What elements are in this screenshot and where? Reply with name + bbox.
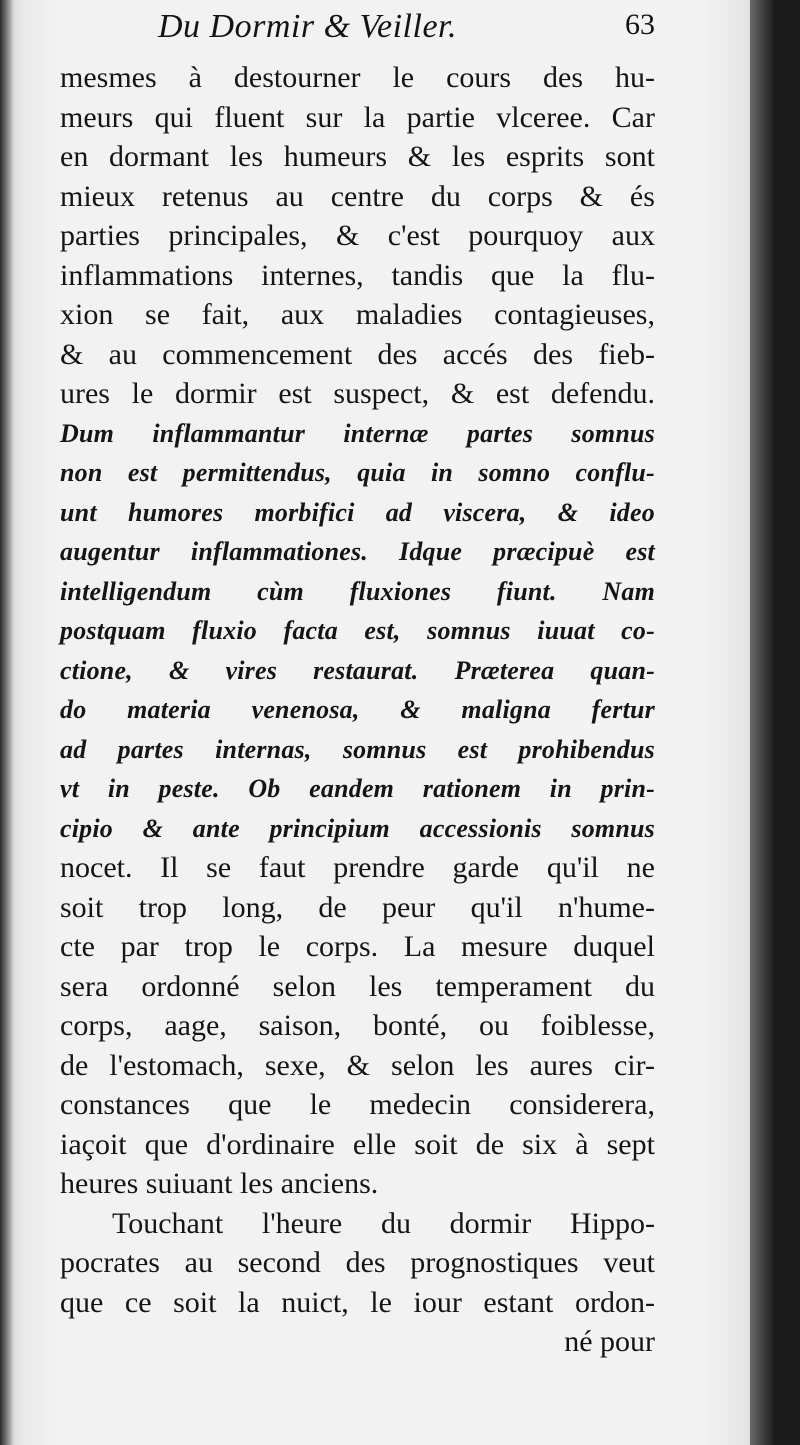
catchword-line: né pour (564, 1325, 655, 1358)
word: saison, (258, 1009, 342, 1042)
latin-quote-line (60, 572, 655, 612)
word: est (127, 458, 158, 487)
word: du (380, 1206, 411, 1240)
word: trop (184, 930, 233, 963)
word: nocet. (60, 851, 133, 884)
word: vt (60, 774, 80, 803)
text-line (60, 888, 655, 928)
word: est (278, 377, 312, 410)
word: parties (60, 219, 140, 252)
word: tandis (391, 258, 464, 292)
word: materia (127, 695, 211, 724)
word: viscera, (443, 497, 527, 527)
word: des (533, 337, 574, 371)
word: foiblesse, (540, 1009, 655, 1042)
word: d'ordinaire (206, 1127, 335, 1161)
word: partes (117, 734, 184, 764)
word: prin- (600, 774, 655, 803)
word: Il (160, 851, 179, 884)
word: somnus (571, 813, 655, 843)
word: internes, (261, 258, 364, 292)
word: internas, (215, 734, 312, 764)
word: est (495, 377, 530, 410)
word: selon (391, 1048, 455, 1082)
word: corps, (60, 1009, 133, 1042)
word: que (228, 1088, 272, 1121)
word: les (229, 140, 264, 173)
latin-quote-line (60, 651, 655, 691)
word: maligna (461, 695, 551, 724)
word: esprits (505, 140, 585, 173)
word: & (579, 179, 604, 213)
word: aures (529, 1048, 593, 1082)
word: iuuat (537, 616, 595, 645)
word: & (407, 140, 432, 173)
latin-quote-line (60, 690, 655, 730)
word: qu'il (470, 890, 523, 924)
word: ordon- (574, 1285, 655, 1319)
word: prohibendus (518, 734, 655, 764)
text-line (60, 58, 655, 98)
word: qui (154, 100, 193, 134)
word: la (562, 258, 584, 292)
word: au (275, 179, 304, 213)
word: unt (60, 497, 97, 527)
text-line (60, 1006, 655, 1046)
word: Car (611, 100, 655, 134)
word: medecin (369, 1088, 472, 1121)
word: fluxiones (349, 576, 452, 606)
word: principium (269, 813, 390, 843)
word: est (625, 537, 655, 566)
word: selon (272, 969, 336, 1003)
latin-quote-line (60, 809, 655, 849)
word: les (475, 1048, 509, 1082)
word: partes (466, 418, 534, 448)
word: peste. (158, 774, 220, 803)
latin-quote-line (60, 611, 655, 651)
word: Idque (399, 537, 463, 566)
latin-quote-line (60, 730, 655, 770)
word: de (60, 1048, 89, 1082)
word: præcipuè (493, 537, 595, 566)
word: mesmes (60, 61, 157, 94)
word: veut (603, 1246, 655, 1279)
word: cte (60, 930, 95, 963)
word: nuict, (281, 1285, 349, 1319)
text-line (60, 927, 655, 967)
paragraph-end-line: heures suiuant les anciens. (60, 1167, 379, 1200)
word: ordonné (141, 969, 240, 1003)
word: en (60, 140, 89, 173)
word: les (368, 969, 403, 1003)
word: considerera, (509, 1088, 655, 1121)
word: & (335, 219, 360, 252)
text-line (60, 1243, 655, 1283)
word: Dum (60, 418, 115, 448)
word: hu- (614, 61, 655, 94)
word: n'hume- (557, 890, 655, 924)
word: ante (192, 813, 240, 843)
word: & (168, 655, 190, 685)
word: second (237, 1246, 321, 1279)
word: six (522, 1127, 558, 1161)
word: sept (606, 1127, 655, 1161)
word: sur (305, 100, 343, 134)
word: bonté, (372, 1009, 448, 1042)
text-line (60, 177, 655, 217)
word: cours (446, 61, 512, 94)
word: & (557, 497, 579, 527)
text-line (60, 335, 655, 375)
word: in (430, 458, 454, 487)
word: soit (173, 1285, 217, 1319)
text-line (60, 374, 655, 414)
word: defendu. (550, 377, 655, 410)
latin-quote-line (60, 414, 655, 454)
word: corps (487, 179, 553, 213)
word: garde (452, 851, 520, 884)
word: accessionis (419, 813, 542, 843)
word: temperament (435, 969, 592, 1003)
word: co- (621, 616, 655, 645)
word: le (131, 377, 154, 410)
word: quan- (590, 655, 655, 685)
paragraph-start-line (60, 1204, 655, 1244)
word: sexe, (264, 1048, 326, 1082)
word: l'estomach, (109, 1048, 244, 1082)
word: corps. (305, 930, 379, 963)
word: accés (442, 337, 508, 371)
word: soit (414, 1127, 458, 1161)
word: commencement (162, 337, 353, 371)
word: à (188, 61, 202, 94)
word: des (345, 1246, 386, 1279)
word: l'heure (261, 1206, 343, 1240)
word: duquel (573, 930, 655, 963)
word: aux (611, 219, 655, 252)
word: conflu- (575, 458, 655, 487)
word: dormir (174, 377, 257, 410)
word: est (457, 734, 488, 764)
word: do (60, 695, 87, 724)
word: le (370, 1285, 392, 1319)
word: somnus (427, 616, 511, 645)
word: le (309, 1088, 332, 1121)
word: que (490, 258, 535, 292)
running-title: Du Dormir & Veiller. (158, 8, 457, 45)
word: ad (60, 734, 87, 764)
word: inflammationes. (190, 537, 368, 566)
word: facta (283, 616, 338, 645)
word: Ob (248, 774, 281, 803)
word: que (144, 1127, 189, 1161)
word: humeurs (283, 140, 388, 173)
word: ures (60, 377, 110, 410)
word: de (318, 890, 347, 924)
word: des (543, 61, 584, 94)
word: est, (364, 616, 401, 645)
word: elle (352, 1127, 397, 1161)
text-line (60, 848, 655, 888)
word: ideo (609, 497, 655, 527)
word: sera (60, 969, 109, 1003)
word: trop (138, 890, 187, 924)
word: le (258, 930, 281, 963)
text-line (60, 1283, 655, 1323)
word: qu'il (546, 851, 599, 884)
word: in (107, 774, 130, 803)
word: permittendus, (182, 458, 332, 487)
word: ne (626, 851, 655, 884)
word: iour (413, 1285, 462, 1319)
text-line (60, 98, 655, 138)
page-header (60, 8, 655, 58)
word: dormant (109, 140, 210, 173)
word: se (145, 298, 171, 331)
word: aux (280, 298, 325, 331)
word: fieb- (598, 337, 655, 371)
word: au (108, 337, 137, 371)
word: xion (60, 298, 114, 331)
word: iaçoit (60, 1127, 127, 1161)
word: estant (483, 1285, 554, 1319)
word: & (142, 813, 164, 843)
word: humores (127, 497, 224, 527)
word: inflammations (60, 258, 234, 292)
text-line (60, 256, 655, 296)
word: ctione, (60, 655, 133, 685)
word: centre (330, 179, 404, 213)
word: ad (385, 497, 413, 527)
word: partie (406, 100, 475, 134)
word: fiunt. (496, 576, 557, 606)
word: in (549, 774, 572, 803)
word: restaurat. (313, 655, 419, 685)
word: non (60, 458, 103, 487)
word: Nam (602, 576, 655, 606)
word: par (120, 930, 159, 963)
text-line (60, 137, 655, 177)
word: eandem (309, 774, 395, 803)
word: cùm (257, 576, 304, 606)
word: augentur (60, 537, 160, 566)
word: & (60, 337, 84, 371)
word: aage, (164, 1009, 227, 1042)
word: somnus (571, 418, 655, 448)
word: des (377, 337, 418, 371)
word: internæ (343, 418, 429, 448)
word: du (624, 969, 655, 1003)
word: & (400, 695, 421, 724)
word: suspect, (333, 377, 430, 410)
text-line (60, 216, 655, 256)
word: se (206, 851, 232, 884)
word: somnus (342, 734, 427, 764)
word: morbifici (254, 497, 355, 527)
word: postquam (60, 616, 166, 645)
latin-quote-line (60, 493, 655, 533)
word: & (450, 377, 475, 410)
word: Touchant (112, 1206, 224, 1240)
word: ou (478, 1009, 509, 1042)
word: Hippo- (569, 1206, 655, 1240)
word: peur (381, 890, 436, 924)
body-text (60, 58, 655, 1362)
word: flu- (611, 258, 655, 292)
word: de (475, 1127, 505, 1161)
word: pocrates (60, 1246, 160, 1279)
word: constances (60, 1088, 190, 1121)
word: meurs (60, 100, 134, 134)
word: quia (357, 458, 406, 487)
word: rationem (422, 774, 522, 803)
text-line (60, 295, 655, 335)
word: principales, (168, 219, 308, 252)
text-line (60, 967, 655, 1007)
word: que (60, 1285, 104, 1319)
word: vlceree. (496, 100, 591, 134)
word: prendre (333, 851, 425, 884)
word: cipio (60, 813, 113, 843)
word: la (238, 1285, 260, 1319)
word: fluxio (192, 616, 257, 645)
word: Præterea (454, 655, 555, 685)
word: intelligendum (60, 576, 212, 606)
word: retenus (161, 179, 249, 213)
word: ce (124, 1285, 152, 1319)
text-line (60, 1125, 655, 1165)
word: pourquoy (468, 219, 584, 252)
word: c'est (387, 219, 440, 252)
word: somno (478, 458, 551, 487)
word: venenosa, (251, 695, 360, 724)
page-edge (750, 0, 775, 1445)
word: au (184, 1246, 213, 1279)
word: le (392, 61, 415, 94)
word: cir- (613, 1048, 655, 1082)
page-number: 63 (625, 8, 655, 41)
word: vires (225, 655, 278, 685)
word: long, (222, 890, 284, 924)
word: destourner (233, 61, 361, 94)
word: à (575, 1127, 589, 1161)
word: & (346, 1048, 371, 1082)
word: prognostiques (410, 1246, 579, 1279)
text-line (60, 1046, 655, 1086)
word: sont (604, 140, 655, 173)
text-line (60, 1085, 655, 1125)
word: faut (258, 851, 306, 884)
spine-shadow (0, 0, 14, 1445)
word: fluent (214, 100, 285, 134)
word: és (629, 179, 655, 213)
word: mieux (60, 179, 135, 213)
word: mesure (461, 930, 548, 963)
latin-quote-line (60, 453, 655, 493)
word: du (430, 179, 461, 213)
word: inflammantur (152, 418, 306, 448)
word: soit (60, 890, 104, 924)
word: fertur (591, 695, 655, 724)
word: la (363, 100, 386, 134)
word: maladies (355, 298, 463, 331)
word: dormir (449, 1206, 532, 1240)
latin-quote-line (60, 769, 655, 809)
latin-quote-line (60, 532, 655, 572)
word: fait, (201, 298, 250, 331)
word: les (451, 140, 486, 173)
word: La (403, 930, 436, 963)
word: contagieuses, (494, 298, 655, 331)
